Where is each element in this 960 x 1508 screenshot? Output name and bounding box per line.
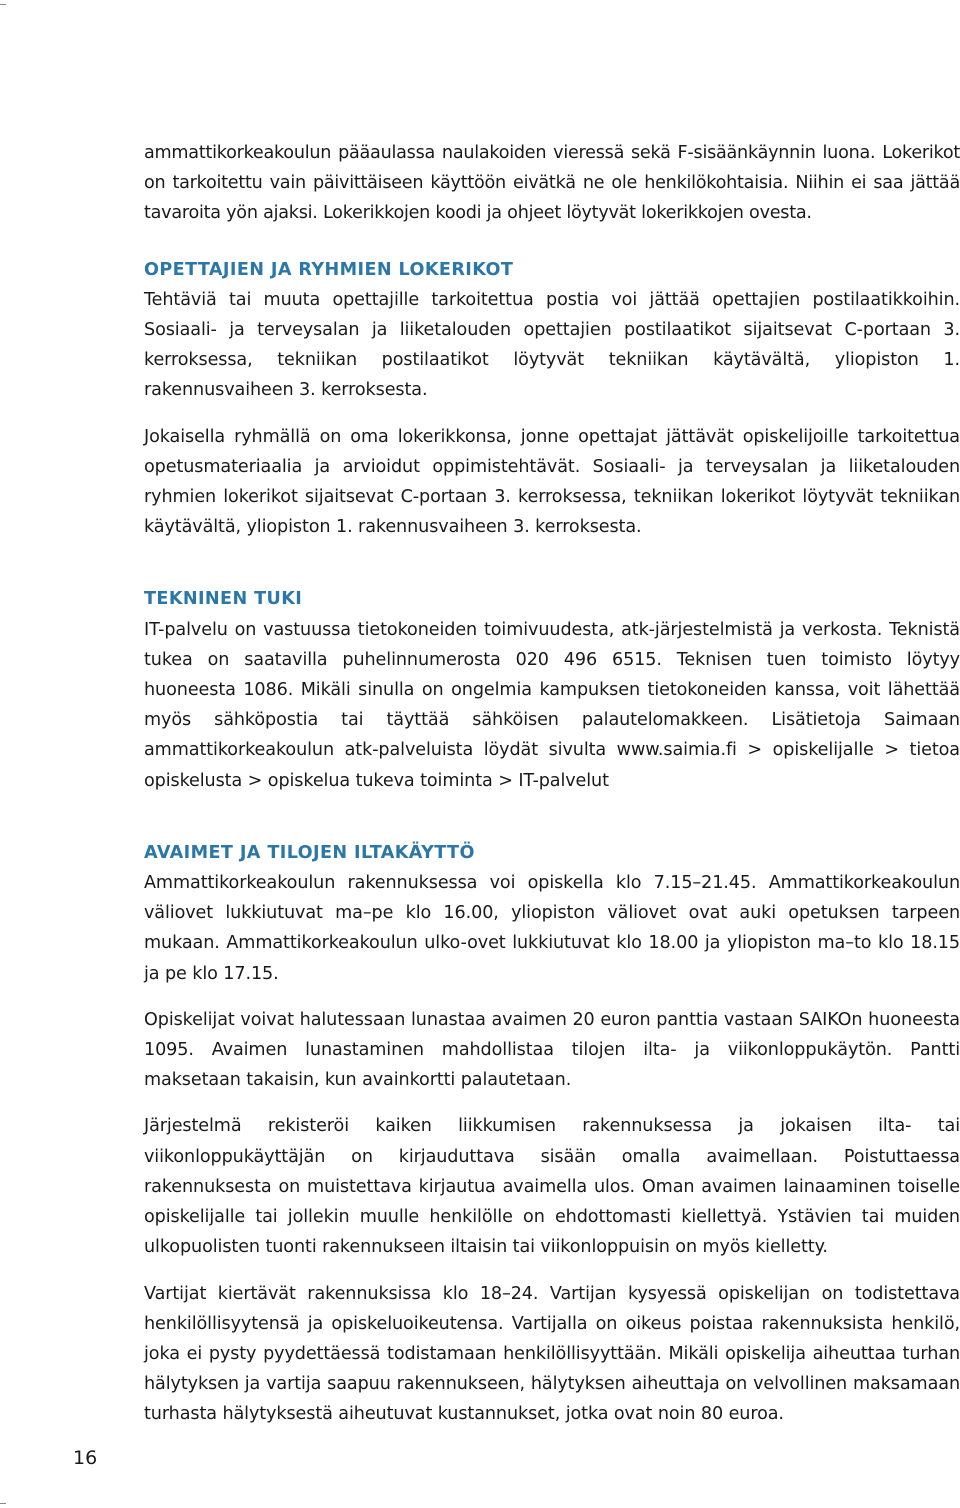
lockers-paragraph-2: Jokaisella ryhmällä on oma lokerikkonsa, jonne opettajat jättävät opiskelijoille tarkoitettua opetusmateriaalia ja arvioidut oppimistehtävät. Sosiaali- ja terveysalan ja liiketalouden ryhmien lokerikot sijaitsevat C-portaan 3. kerroksessa, tekniikan lokerikot löytyvät tekniikan käytävältä, yliopiston 1. rakennusvaiheen 3. kerroksesta. <box>144 426 960 538</box>
heading-teachers-lockers: OPETTAJIEN JA RYHMIEN LOKERIKOT <box>144 259 514 280</box>
crop-mark-top <box>0 4 6 5</box>
heading-tech-support: TEKNINEN TUKI <box>144 589 303 610</box>
keys-paragraph-3: Järjestelmä rekisteröi kaiken liikkumisen rakennuksessa ja jokaisen ilta- tai viikonloppukäyttäjän on kirjauduttava sisään omalla avaimellaan. Poistuttaessa rakennuksesta on muistettava kirjautua avaimella ulos. Oman avaimen lainaaminen toiselle opiskelijalle tai jollekin muulle henkilölle on ehdottomasti kiellettyä. Ystävien tai muiden ulkopuolisten tuonti rakennukseen iltaisin tai viikonloppuisin on myös kielletty. <box>144 1116 960 1258</box>
keys-paragraph-4: Vartijat kiertävät rakennuksissa klo 18–24. Vartijan kysyessä opiskelijan on todistettava henkilöllisyytensä ja opiskeluoikeutensa. Vartijalla on oikeus poistaa rakennuksista henkilö, joka ei pysty pyydettäessä todistamaan henkilöllisyyttään. Mikäli opiskelija aiheuttaa turhan hälytyksen ja vartija saapuu rakennukseen, hälytyksen aiheuttaja on velvollinen maksamaan turhasta hälytyksestä aiheutuvat kustannukset, jotka ovat noin 80 euroa. <box>144 1283 960 1425</box>
heading-keys-evening-use: AVAIMET JA TILOJEN ILTAKÄYTTÖ <box>144 842 475 863</box>
page-number: 16 <box>73 1447 98 1469</box>
support-paragraph-1: IT-palvelu on vastuussa tietokoneiden toimivuudesta, atk-järjestelmistä ja verkosta. Teknistä tukea on saatavilla puhelinnumerosta 020 496 6515. Teknisen tuen toimisto löytyy huoneesta 1086. Mikäli sinulla on ongelmia kampuksen tietokoneiden kanssa, voit lähettää myös sähköpostia tai täyttää sähköisen palautelomakkeen. Lisätietoja Saimaan ammattikorkeakoulun atk-palveluista löydät sivulta www.saimia.fi > opiskelijalle > tietoa opiskelusta > opiskelua tukeva toiminta > IT-palvelut <box>144 619 960 791</box>
lockers-paragraph-1: Tehtäviä tai muuta opettajille tarkoitettua postia voi jättää opettajien postilaatikkoihin. Sosiaali- ja terveysalan ja liiketalouden opettajien postilaatikot sijaitsevat C-portaan 3. kerroksessa, tekniikan postilaatikot löytyvät tekniikan käytävältä, yliopiston 1. rakennusvaiheen 3. kerroksesta. <box>144 289 960 401</box>
keys-paragraph-2: Opiskelijat voivat halutessaan lunastaa avaimen 20 euron panttia vastaan SAIKOn huoneesta 1095. Avaimen lunastaminen mahdollistaa tilojen ilta- ja viikonloppukäytön. Pantti maksetaan takaisin, kun avainkortti palautetaan. <box>144 1009 960 1091</box>
keys-paragraph-1: Ammattikorkeakoulun rakennuksessa voi opiskella klo 7.15–21.45. Ammattikorkeakoulun väliovet lukkiutuvat ma–pe klo 16.00, yliopiston väliovet ovat auki opetuksen tarpeen mukaan. Ammattikorkeakoulun ulko-ovet lukkiutuvat klo 18.00 ja yliopiston ma–to klo 18.15 ja pe klo 17.15. <box>144 873 960 984</box>
page-body <box>144 138 960 1430</box>
intro-paragraph: ammattikorkeakoulun pääaulassa naulakoiden vieressä sekä F-sisäänkäynnin luona. Lokerikot on tarkoitettu vain päivittäiseen käyttöön eivätkä ne ole henkilökohtaisia. Niihin ei saa jättää tavaroita yön ajaksi. Lokerikkojen koodi ja ohjeet löytyvät lokerikkojen ovesta. <box>144 143 960 224</box>
crop-mark-bottom <box>0 1503 6 1504</box>
